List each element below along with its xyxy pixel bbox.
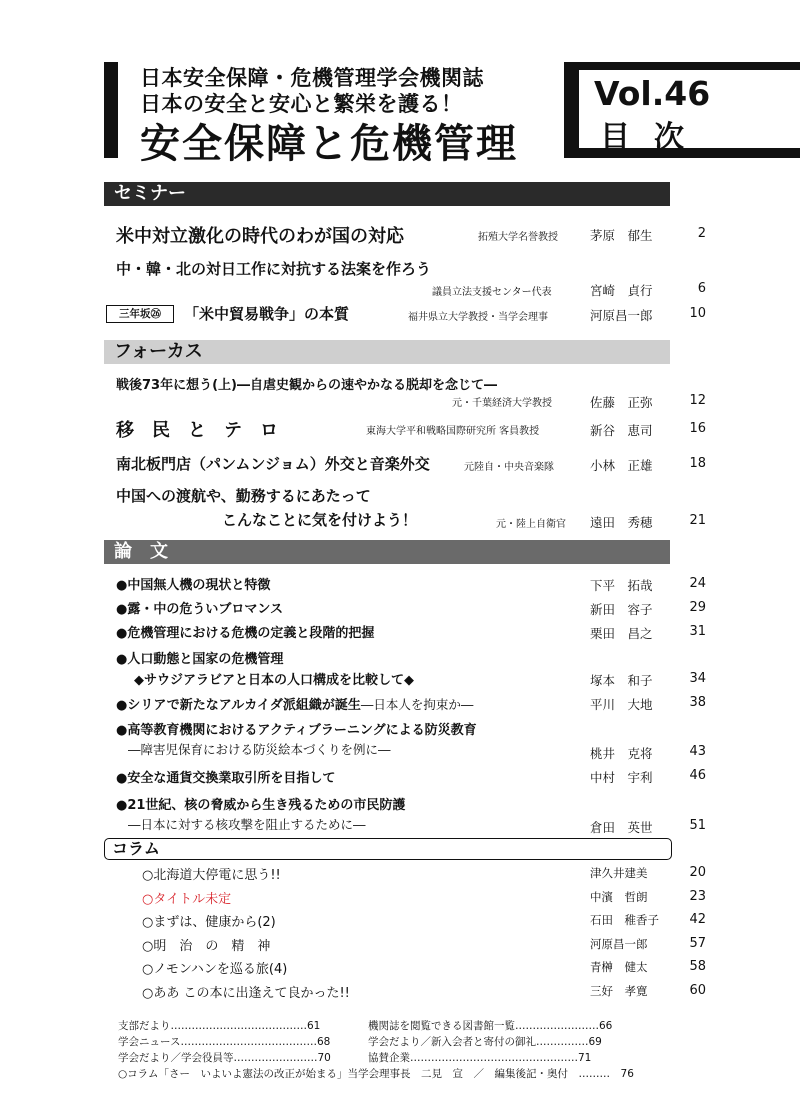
toc-heading: 目次 bbox=[600, 120, 708, 155]
paper-title-2[interactable]: ●露・中の危ういブロマンス bbox=[116, 602, 283, 617]
focus-title-4[interactable]: 中国への渡航や、勤務するにあたって bbox=[116, 487, 371, 505]
paper-page-8: 51 bbox=[689, 818, 706, 833]
focus-page-1: 12 bbox=[689, 393, 706, 408]
section-label-column: コラム bbox=[112, 839, 160, 858]
column-page-3: 42 bbox=[689, 912, 706, 927]
section-label-focus: フォーカス bbox=[114, 341, 203, 362]
seminar-aff-1: 拓殖大学名誉教授 bbox=[478, 232, 558, 243]
section-label-papers: 論 文 bbox=[114, 541, 168, 562]
focus-title-3[interactable]: 南北板門店（パンムンジョム）外交と音楽外交 bbox=[116, 455, 430, 473]
paper-title-3[interactable]: ●危機管理における危機の定義と段階的把握 bbox=[116, 626, 375, 641]
paper-author-3: 栗田 昌之 bbox=[590, 626, 653, 641]
column-title-3[interactable]: ○まずは、健康から(2) bbox=[142, 915, 276, 930]
column-title-4[interactable]: ○明 治 の 精 神 bbox=[142, 939, 271, 954]
section-box-column bbox=[104, 838, 672, 860]
column-page-2: 23 bbox=[689, 889, 706, 904]
column-title-5[interactable]: ○ノモンハンを巡る旅(4) bbox=[142, 962, 288, 977]
paper-title-1[interactable]: ●中国無人機の現状と特徴 bbox=[116, 578, 271, 593]
paper-title-5-tail: ―日本人を拘束か― bbox=[360, 697, 474, 712]
footer-item-branch-news[interactable]: 支部だより…………………………………61 bbox=[118, 1020, 321, 1032]
paper-author-1: 下平 拓哉 bbox=[590, 578, 653, 593]
paper-title-6-line2[interactable]: ―障害児保育における防災絵本づくりを例に― bbox=[128, 742, 391, 757]
footer-item-new-members[interactable]: 学会だより／新入会者と寄付の御礼……………69 bbox=[368, 1036, 602, 1048]
paper-page-1: 24 bbox=[689, 576, 706, 591]
footer-item-libraries[interactable]: 機関誌を閲覧できる図書館一覧……………………66 bbox=[368, 1020, 613, 1032]
footer-item-column-editorial[interactable]: ○コラム「さー いよいよ憲法の改正が始まる」当学会理事長 二見 宣 ／ 編集後記・奥付 ……… 76 bbox=[118, 1068, 634, 1080]
paper-page-2: 29 bbox=[689, 600, 706, 615]
paper-page-3: 31 bbox=[689, 624, 706, 639]
journal-subtitle-2: 日本の安全と安心と繁栄を護る！ bbox=[140, 92, 463, 116]
paper-author-8: 倉田 英世 bbox=[590, 820, 653, 835]
seminar-title-3[interactable]: 「米中貿易戦争」の本質 bbox=[184, 305, 350, 323]
focus-page-4: 21 bbox=[689, 513, 706, 528]
seminar-aff-2: 議員立法支援センター代表 bbox=[432, 287, 552, 298]
section-bar-seminar bbox=[104, 182, 670, 206]
volume-number: Vol.46 bbox=[594, 74, 711, 113]
paper-author-6: 桃井 克将 bbox=[590, 746, 653, 761]
paper-author-7: 中村 宇利 bbox=[590, 770, 653, 785]
paper-page-6: 43 bbox=[689, 744, 706, 759]
column-title-2[interactable]: ○タイトル未定 bbox=[142, 892, 232, 907]
paper-page-7: 46 bbox=[689, 768, 706, 783]
header-accent-bar bbox=[104, 62, 118, 158]
section-bar-focus bbox=[104, 340, 670, 364]
seminar-author-2: 宮崎 貞行 bbox=[590, 283, 653, 298]
focus-title-1[interactable]: 戦後73年に想う(上)―自虐史観からの速やかなる脱却を念じて― bbox=[116, 378, 497, 393]
focus-aff-3: 元陸自・中央音楽隊 bbox=[464, 462, 554, 473]
seminar-author-3: 河原昌一郎 bbox=[590, 308, 653, 323]
focus-title-2[interactable]: 移 民 と テ ロ bbox=[116, 420, 278, 441]
focus-page-3: 18 bbox=[689, 456, 706, 471]
column-page-5: 58 bbox=[689, 959, 706, 974]
journal-subtitle-1: 日本安全保障・危機管理学会機関誌 bbox=[140, 66, 484, 90]
seminar-aff-3: 福井県立大学教授・当学会理事 bbox=[408, 312, 548, 323]
column-page-4: 57 bbox=[689, 936, 706, 951]
paper-title-8-line2[interactable]: ―日本に対する核攻撃を阻止するために― bbox=[128, 817, 366, 832]
focus-page-2: 16 bbox=[689, 421, 706, 436]
focus-aff-4: 元・陸上自衛官 bbox=[496, 519, 566, 530]
paper-page-4: 34 bbox=[689, 671, 706, 686]
focus-author-1: 佐藤 正弥 bbox=[590, 395, 653, 410]
focus-aff-1: 元・千葉経済大学教授 bbox=[452, 398, 552, 409]
paper-title-5-row[interactable] bbox=[116, 694, 473, 713]
seminar-title-1[interactable]: 米中対立激化の時代のわが国の対応 bbox=[116, 226, 404, 247]
seminar-title-2[interactable]: 中・韓・北の対日工作に対抗する法案を作ろう bbox=[116, 260, 432, 278]
column-author-2: 中濱 哲朗 bbox=[590, 890, 648, 904]
column-title-1[interactable]: ○北海道大停電に思う!! bbox=[142, 868, 281, 883]
journal-title: 安全保障と危機管理 bbox=[140, 121, 518, 167]
column-page-6: 60 bbox=[689, 983, 706, 998]
footer-item-sponsors[interactable]: 協賛企業…………………………………………71 bbox=[368, 1052, 592, 1064]
column-author-6: 三好 孝寛 bbox=[590, 984, 648, 998]
column-author-5: 青榊 健太 bbox=[590, 960, 648, 974]
paper-author-2: 新田 容子 bbox=[590, 602, 653, 617]
column-author-1: 津久井建美 bbox=[590, 866, 648, 880]
seminar-page-2: 6 bbox=[697, 281, 706, 296]
column-author-3: 石田 稚香子 bbox=[590, 913, 659, 927]
footer-item-society-news[interactable]: 学会ニュース…………………………………68 bbox=[118, 1036, 331, 1048]
paper-title-6[interactable]: ●高等教育機関におけるアクティブラーニングによる防災教育 bbox=[116, 723, 477, 738]
seminar-author-1: 茅原 郁生 bbox=[590, 228, 653, 243]
series-badge: 三年坂㉖ bbox=[106, 305, 174, 323]
seminar-page-3: 10 bbox=[689, 306, 706, 321]
paper-title-4-line2[interactable]: ◆サウジアラビアと日本の人口構成を比較して◆ bbox=[134, 673, 414, 688]
paper-author-4: 塚本 和子 bbox=[590, 673, 653, 688]
seminar-page-1: 2 bbox=[697, 226, 706, 241]
focus-aff-2: 東海大学平和戦略国際研究所 客員教授 bbox=[366, 426, 540, 437]
section-label-seminar: セミナー bbox=[114, 183, 186, 204]
paper-title-5: ●シリアで新たなアルカイダ派組織が誕生 bbox=[116, 698, 361, 713]
column-page-1: 20 bbox=[689, 865, 706, 880]
focus-author-4: 遠田 秀穂 bbox=[590, 515, 653, 530]
footer-item-officers[interactable]: 学会だより／学会役員等……………………70 bbox=[118, 1052, 331, 1064]
column-author-4: 河原昌一郎 bbox=[590, 937, 648, 951]
paper-page-5: 38 bbox=[689, 695, 706, 710]
focus-author-2: 新谷 恵司 bbox=[590, 423, 653, 438]
paper-author-5: 平川 大地 bbox=[590, 697, 653, 712]
column-title-6[interactable]: ○ああ この本に出逢えて良かった!! bbox=[142, 986, 350, 1001]
paper-title-4[interactable]: ●人口動態と国家の危機管理 bbox=[116, 652, 284, 667]
section-bar-papers bbox=[104, 540, 670, 564]
paper-title-7[interactable]: ●安全な通貨交換業取引所を目指して bbox=[116, 771, 336, 786]
focus-title-4-line2[interactable]: こんなことに気を付けよう！ bbox=[222, 511, 418, 529]
focus-author-3: 小林 正雄 bbox=[590, 458, 653, 473]
paper-title-8[interactable]: ●21世紀、核の脅威から生き残るための市民防護 bbox=[116, 798, 406, 813]
